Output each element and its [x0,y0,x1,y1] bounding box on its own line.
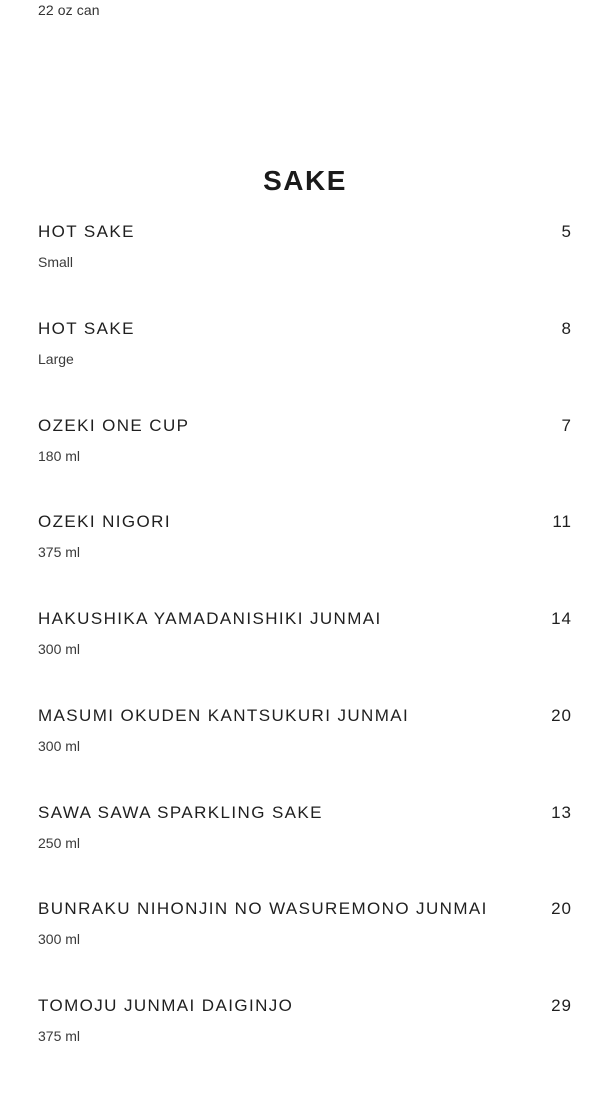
menu-item [38,803,572,900]
menu-item-row [38,803,572,823]
menu-item-name: BUNRAKU NIHONJIN NO WASUREMONO JUNMAI [38,899,488,919]
menu-item-name: TOMOJU JUNMAI DAIGINJO [38,996,294,1015]
menu-item-name: OZEKI ONE CUP [38,415,190,435]
sake-menu-list [38,222,572,1093]
menu-item-price: 8 [561,318,572,338]
menu-item [38,416,572,513]
menu-item-row [38,319,572,339]
menu-item-name: MASUMI OKUDEN KANTSUKURI JUNMAI [38,705,410,725]
menu-item-price: 20 [551,705,572,725]
menu-item [38,706,572,803]
menu-item-row [38,899,572,919]
menu-item-name: OZEKI NIGORI [38,512,171,532]
menu-item-name: SAWA SAWA SPARKLING SAKE [38,802,323,822]
menu-item-price: 5 [561,222,572,241]
menu-item-description: 250 ml [38,834,81,851]
menu-item-description: Large [38,350,74,367]
menu-item-row [38,996,572,1016]
menu-item [38,512,572,609]
menu-item-name: HOT SAKE [38,318,135,338]
menu-item-row [38,706,572,726]
menu-item [38,996,572,1093]
menu-item-description: 300 ml [38,641,81,657]
menu-item-description: 300 ml [38,737,81,754]
menu-item-row [38,512,572,532]
menu-item [38,609,572,706]
menu-item [38,899,572,996]
menu-item-description: 375 ml [38,1028,81,1044]
menu-item-description: 180 ml [38,447,81,464]
menu-item-price: 29 [551,996,572,1015]
previous-item-description: 22 oz can [38,2,100,18]
menu-item-price: 11 [552,512,572,532]
menu-item-price: 13 [551,802,572,822]
menu-item-name: HAKUSHIKA YAMADANISHIKI JUNMAI [38,609,382,628]
menu-item-row [38,609,572,629]
menu-item-row [38,222,572,242]
menu-item-price: 7 [561,415,572,435]
menu-item [38,319,572,416]
menu-item-row [38,416,572,436]
menu-item [38,222,572,319]
menu-item-price: 20 [551,899,572,919]
section-title: SAKE [263,165,347,197]
menu-item-description: 300 ml [38,931,81,948]
menu-item-description: Small [38,254,74,270]
menu-item-description: 375 ml [38,544,81,561]
menu-item-name: HOT SAKE [38,222,135,241]
menu-item-price: 14 [551,609,572,628]
